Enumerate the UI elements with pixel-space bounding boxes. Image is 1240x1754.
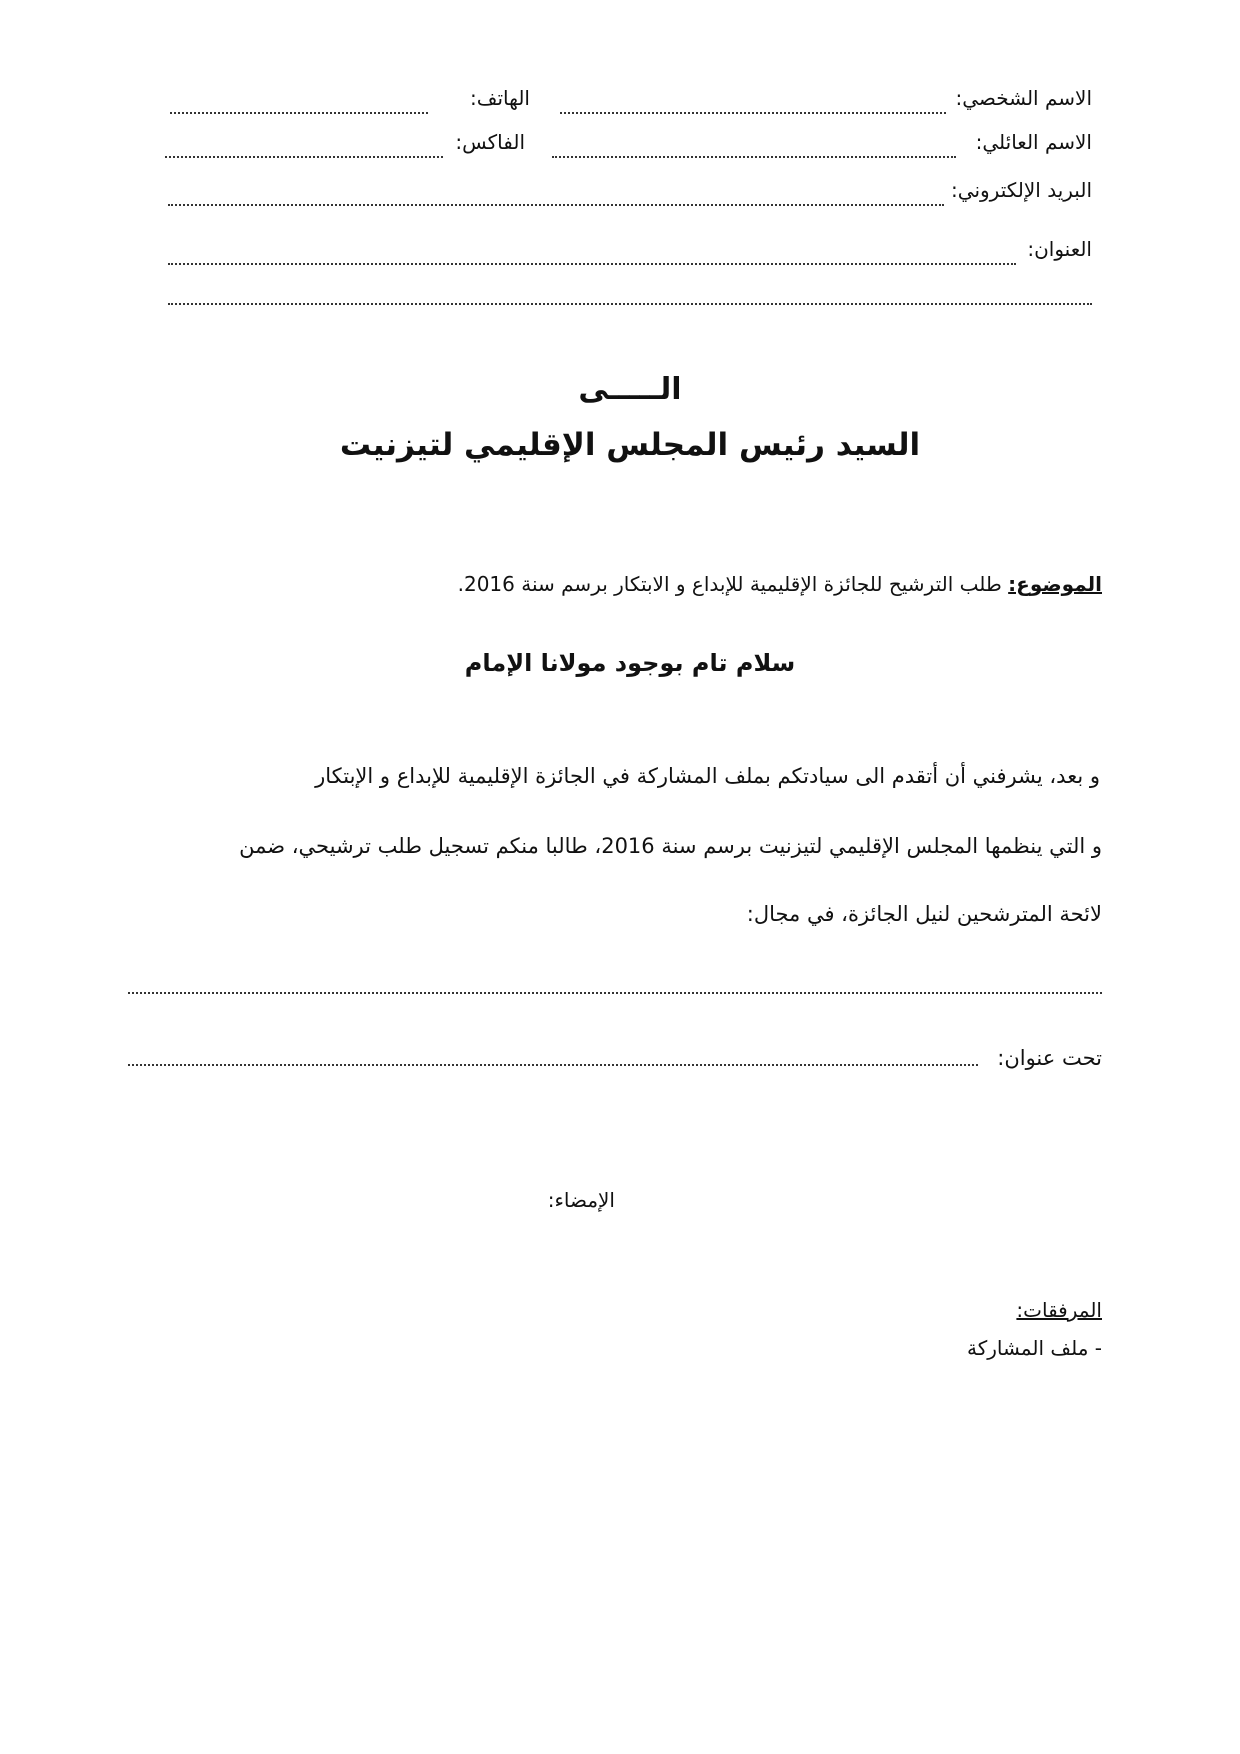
field-domain-input[interactable] <box>128 992 1102 994</box>
subject-label: الموضوع: <box>1008 572 1102 596</box>
first-name-label: الاسم الشخصي: <box>955 86 1092 110</box>
first-name-field[interactable] <box>560 112 946 114</box>
fax-field[interactable] <box>165 156 443 158</box>
address-field[interactable] <box>168 263 1016 265</box>
address-field-line2[interactable] <box>168 303 1092 305</box>
phone-field[interactable] <box>170 112 428 114</box>
family-name-field[interactable] <box>552 156 956 158</box>
phone-label: الهاتف: <box>470 86 530 110</box>
family-name-label: الاسم العائلي: <box>975 130 1092 154</box>
email-field[interactable] <box>168 204 944 206</box>
subject-line <box>458 572 1102 596</box>
title-field-input[interactable] <box>128 1064 978 1066</box>
attachment-item: - ملف المشاركة <box>966 1336 1102 1360</box>
title-field-label: تحت عنوان: <box>997 1046 1102 1070</box>
addressee-recipient: السيد رئيس المجلس الإقليمي لتيزنيت <box>339 427 921 463</box>
body-line-3: لائحة المترشحين لنيل الجائزة، في مجال: <box>746 902 1102 926</box>
address-label: العنوان: <box>1027 237 1092 261</box>
subject-text: طلب الترشيح للجائزة الإقليمية للإبداع و الابتكار برسم سنة 2016. <box>457 572 1009 596</box>
signature-label: الإمضاء: <box>547 1188 615 1212</box>
attachments-heading: المرفقات: <box>1016 1298 1102 1322</box>
addressee-to: الـــــى <box>578 372 682 407</box>
fax-label: الفاكس: <box>455 130 525 154</box>
body-line-1: و بعد، يشرفني أن أتقدم الى سيادتكم بملف المشاركة في الجائزة الإقليمية للإبداع و الإبتكار <box>315 764 1100 788</box>
email-label: البريد الإلكتروني: <box>951 178 1092 202</box>
greeting: سلام تام بوجود مولانا الإمام <box>464 649 796 677</box>
body-line-2: و التي ينظمها المجلس الإقليمي لتيزنيت برسم سنة 2016، طالبا منكم تسجيل طلب ترشيحي، ضمن <box>239 834 1102 858</box>
